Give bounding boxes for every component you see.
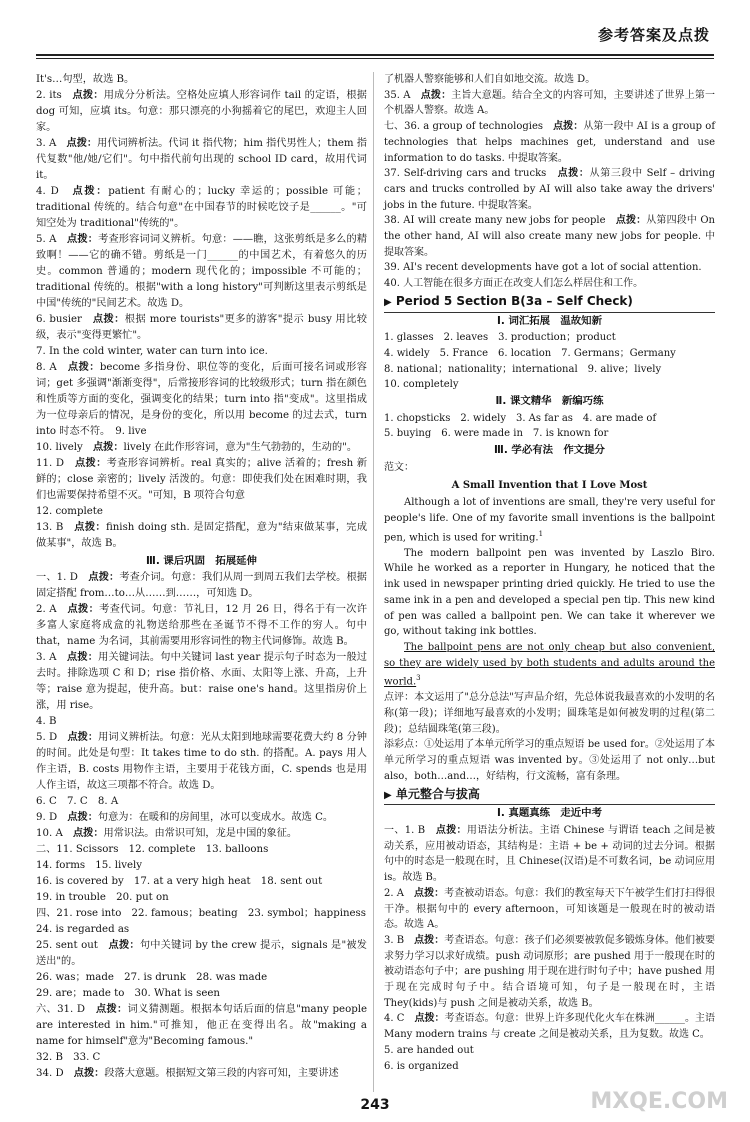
answer-item: 6. C 7. C 8. A <box>36 796 119 807</box>
answer-item: It's…句型，故选 B。 <box>36 74 135 85</box>
answer-item: 4. D 点拨：patient 有耐心的；lucky 幸运的；possible 可能；traditional 传统的。结合句意"在中国春节的时候吃饺子是______。"可知空处为 traditional"传统的"。 <box>36 186 367 229</box>
right-column <box>384 72 715 1074</box>
answer-item: 10. lively 点拨：lively 在此作形容词，意为"生气勃勃的，生动的"。 <box>36 442 358 453</box>
answer-item: 16. is covered by 17. at a very high heat 18. sent out <box>36 876 323 887</box>
answer-item: 4. widely 5. France 6. location 7. Germans；Germany <box>384 347 676 359</box>
answer-block-period5 <box>384 314 715 476</box>
answer-item: 3. B 点拨：考查语态。句意：孩子们必须要被敦促多锻炼身体。他们被要求努力学习以求好成绩。push 动词原形；are pushed 用于一般现在时的被动语态句子中；are pushing 用于现在进行时句子中；have pushed 用于现在完成时句子中。结合语境可知，句子是一般现在时，主语 They(kids)与 push 之间是被动关系，故选 B。 <box>384 934 715 1009</box>
answer-item: 19. in trouble 20. put on <box>36 892 169 903</box>
header-title: 参考答案及点拨 <box>597 26 710 44</box>
answer-item: 25. sent out 点拨：句中关键词 by the crew 提示，signals 是"被发送出"的。 <box>36 940 367 967</box>
answer-item: 39. AI's recent developments have got a lot of social attention. <box>384 262 702 274</box>
section-label: Ⅰ. 词汇拓展 温故知新 <box>497 314 602 327</box>
answer-item: 8. A 点拨：become 多指身份、职位等的变化，后面可接名词或形容词；get 多强调"渐渐变得"，后常接形容词的比较级形式；turn 指在颜色和性质等方面的变化，强调变化的结果；turn into 指"变成"。这里指成为一位母亲后的情况，是身份的变化，所以用 become 的过去式，turn into 时态不符。 9. live <box>36 362 367 437</box>
left-column <box>36 72 367 1082</box>
answer-item: 一、1. D 点拨：考查介词。句意：我们从周一到周五我们去学校。根据固定搭配 from…to…从……到……，可知选 D。 <box>36 572 367 599</box>
answer-item: 24. is regarded as <box>36 924 130 935</box>
answer-item: 2. A 点拨：考查代词。句意：节礼日，12 月 26 日，得名于有一次许多富人家庭将成盒的礼物送给那些在圣诞节不得不工作的穷人。句中 that，name 为名词，其前需要用形容词性的物主代词修饰。故选 B。 <box>36 604 367 647</box>
triangle-icon: ▶ <box>384 789 392 801</box>
answer-item: 添彩点：①处运用了本单元所学习的重点短语 be used for。②处运用了本单元所学习的重点短语 was invented by。③处运用了 not only…but also，both…and…，好结构，行文流畅，富有条理。 <box>384 739 715 782</box>
answer-item: 13. B 点拨：finish doing sth. 是固定搭配，意为"结束做某事，完成做某事"，故选 B。 <box>36 522 368 549</box>
answer-item: 4. C 点拨：考查语态。句意：世界上许多现代化火车在株洲______。主语 Many modern trains 与 create 之间是被动关系，且为复数。故选 C。 <box>384 1013 715 1041</box>
answer-item: 1. chopsticks 2. widely 3. As far as 4. are made of <box>384 412 657 424</box>
answer-item: 7. In the cold winter, water can turn into ice. <box>36 346 268 357</box>
answer-item: 七、36. a group of technologies 点拨：从第一段中 AI is a group of technologies that helps machines get, understand and use information to do tasks. 中提取答案。 <box>384 121 716 164</box>
answer-item: 5. are handed out <box>384 1044 474 1056</box>
answer-item: 2. A 点拨：考查被动语态。句意：我们的教室每天下午被学生们打扫得很干净。根据句中的 every afternoon，可知该题是一般现在时的被动语态。故选 A。 <box>384 887 716 931</box>
essay-paragraph-1: Although a lot of inventions are small, they're very useful for people's life. One of my favorite small inventions is the ballpoint pen, which is used for writing.$^1$ <box>384 497 715 544</box>
header-rule-thin <box>36 58 714 59</box>
watermark: MXQE.COM <box>590 1089 728 1114</box>
triangle-icon: ▶ <box>384 296 392 308</box>
answer-item: 8. national；nationality；international 9. alive；lively <box>384 363 662 375</box>
answer-item: 12. complete <box>36 506 103 517</box>
header-rule <box>36 54 714 56</box>
answer-item: 32. B 33. C <box>36 1052 101 1063</box>
answer-item: 5. A 点拨：考查形容词词义辨析。句意：——瞧，这张剪纸是多么的精致啊！——它的确不错。剪纸是一门______的中国艺术，有着悠久的历史。common 普通的；modern 现代化的；impossible 不可能的；traditional 传统的。根据"with a long history"可判断这里表示剪纸是中国"传统的"民间艺术。故选 D。 <box>36 234 368 309</box>
answer-item: 38. AI will create many new jobs for people 点拨：从第四段中 On the other hand, AI will also create many new jobs for people. 中提取答案。 <box>384 215 715 258</box>
essay-paragraph-3: The ballpoint pens are not only cheap but also convenient, so they are widely used by both students and adults around the world.$^3$ <box>384 641 715 688</box>
answer-item: 35. A 点拨：主旨大意题。结合全文的内容可知，主要讲述了世界上第一个机器人警察。故选 A。 <box>384 89 716 117</box>
answer-item: 26. was；made 27. is drunk 28. was made <box>36 972 268 983</box>
section-heading-unit <box>384 787 715 806</box>
section-label: Ⅱ. 课文精华 新编巧练 <box>495 395 604 408</box>
answer-item: 一、1. B 点拨：用语法分析法。主语 Chinese 与谓语 teach 之间是被动关系，应用被动语态，其结构是：主语 + be + 动词的过去分词。根据句中的时态是一般现在时，且 Chinese(汉语)是不可数名词，be 动词应用 is。故选 B。 <box>384 825 715 884</box>
answer-item: 5. D 点拨：用词义辨析法。句意：光从太阳到地球需要花费大约 8 分钟的时间。此处是句型：It takes time to do sth. 的搭配。A. pays 用人作主语，B. costs 用物作主语，主要用于花钱方面，C. spends 也是用人作主语，故这三项都不符合。故选 D。 <box>36 732 367 791</box>
essay-comments <box>384 690 715 784</box>
essay-paragraph-2: The modern ballpoint pen was invented by Laszlo Biro. While he worked as a reporter in Hungary, he noticed that the ink used in newspaper printing dried quickly. He tried to use the same ink in a pen and developed a special pen tip. This new kind of pen was called a ballpoint pen. We can take it wherever we go, without taking ink bottles. <box>384 547 715 638</box>
answer-item: 2. its 点拨：用成分分析法。空格处应填人形容词作 tail 的定语，根据 dog 可知，应填 its。句意：那只漂亮的小狗摇着它的尾巴，欢迎主人回家。 <box>36 90 367 133</box>
answer-item: 40. 人工智能在很多方面正在改变人们怎么样居住和工作。 <box>384 278 644 290</box>
section-label: Ⅲ. 学必有法 作文提分 <box>494 444 605 457</box>
answer-item: 10. A 点拨：用常识法。由常识可知，龙是中国的象征。 <box>36 828 298 839</box>
unit-title: 单元整合与拔高 <box>395 786 480 801</box>
answer-block-unit <box>384 806 715 1074</box>
answer-item: 14. forms 15. lively <box>36 860 143 871</box>
answer-item: 点评：本文运用了"总分总法"写声品介绍，先总体说我最喜欢的小发明的名称(第一段)；详细地写最喜欢的小发明；圆珠笔是如何被发明的过程(第二段)；总结圆珠笔(第三段)。 <box>384 692 715 735</box>
answer-item: 11. D 点拨：考查形容词辨析。real 真实的；alive 活着的；fresh 新鲜的；close 亲密的；lively 活泼的。句意：即使我们处在困难时期，我们也需要保持希望不灭。"可知，B 项符合句意 <box>36 458 368 501</box>
answer-item: 了机器人警察能够和人们自如地交流。故选 D。 <box>384 74 596 85</box>
answer-item: 二、11. Scissors 12. complete 13. balloons <box>36 844 269 855</box>
answer-item: 4. B <box>36 716 57 727</box>
answer-item: 5. buying 6. were made in 7. is known for <box>384 428 609 440</box>
answer-item: 10. completely <box>384 379 459 391</box>
answer-item: 6. busier 点拨：根据 more tourists"更多的游客"提示 busy 用比较级，表示"变得更繁忙"。 <box>36 314 367 341</box>
answer-item: 六、31. D 点拨：词义猜测题。根据本句话后面的信息"many people are interested in him."可推知，他正在变得出名。故"making a name for himself"意为"Becoming famous." <box>36 1004 368 1047</box>
essay-title: A Small Invention that I Love Most <box>451 479 648 491</box>
section-label: Ⅲ. 课后巩固 拓展延伸 <box>146 555 257 567</box>
page-number: 243 <box>360 1097 390 1113</box>
answer-item: 四、21. rose into 22. famous；beating 23. symbol；happiness <box>36 908 367 919</box>
answer-item: 29. are；made to 30. What is seen <box>36 988 220 999</box>
answer-item: 6. is organized <box>384 1060 459 1072</box>
answer-item: 9. D 点拨：句意为：在暖和的房间里，冰可以变成水。故选 C。 <box>36 812 334 823</box>
section-heading-period5 <box>384 294 715 313</box>
column-divider <box>373 72 374 1092</box>
period-title: Period 5 Section B(3a – Self Check) <box>395 293 633 308</box>
answer-item: 34. D 点拨：段落大意题。根据短文第三段的内容可知，主要讲述 <box>36 1068 339 1079</box>
answer-item: 1. glasses 2. leaves 3. production；product <box>384 332 616 344</box>
answer-item: 范文： <box>384 461 414 473</box>
section-label: Ⅰ. 真题真练 走近中考 <box>497 807 602 820</box>
answer-item: 37. Self-driving cars and trucks 点拨：从第三段中 Self – driving cars and trucks controlled by AI will also take away the drivers' jobs in the future. 中提取答案。 <box>384 168 716 211</box>
page-header <box>0 0 750 62</box>
answer-item: 3. A 点拨：用代词辨析法。代词 it 指代物；him 指代男性人；them 指代复数"他/她/它们"。句中指代前句出现的 school ID card，故用代词 it。 <box>36 138 367 181</box>
answer-block-reading <box>384 72 715 292</box>
answer-item: 3. A 点拨：用关键词法。句中关键词 last year 提示句子时态为一般过去时。排除选项 C 和 D；rise 指价格、水面、太阳等上涨、升高，上升等；raise 意为提起，使升高。but：raise one's hand。这里指房价上涨，用 rise。 <box>36 652 367 711</box>
